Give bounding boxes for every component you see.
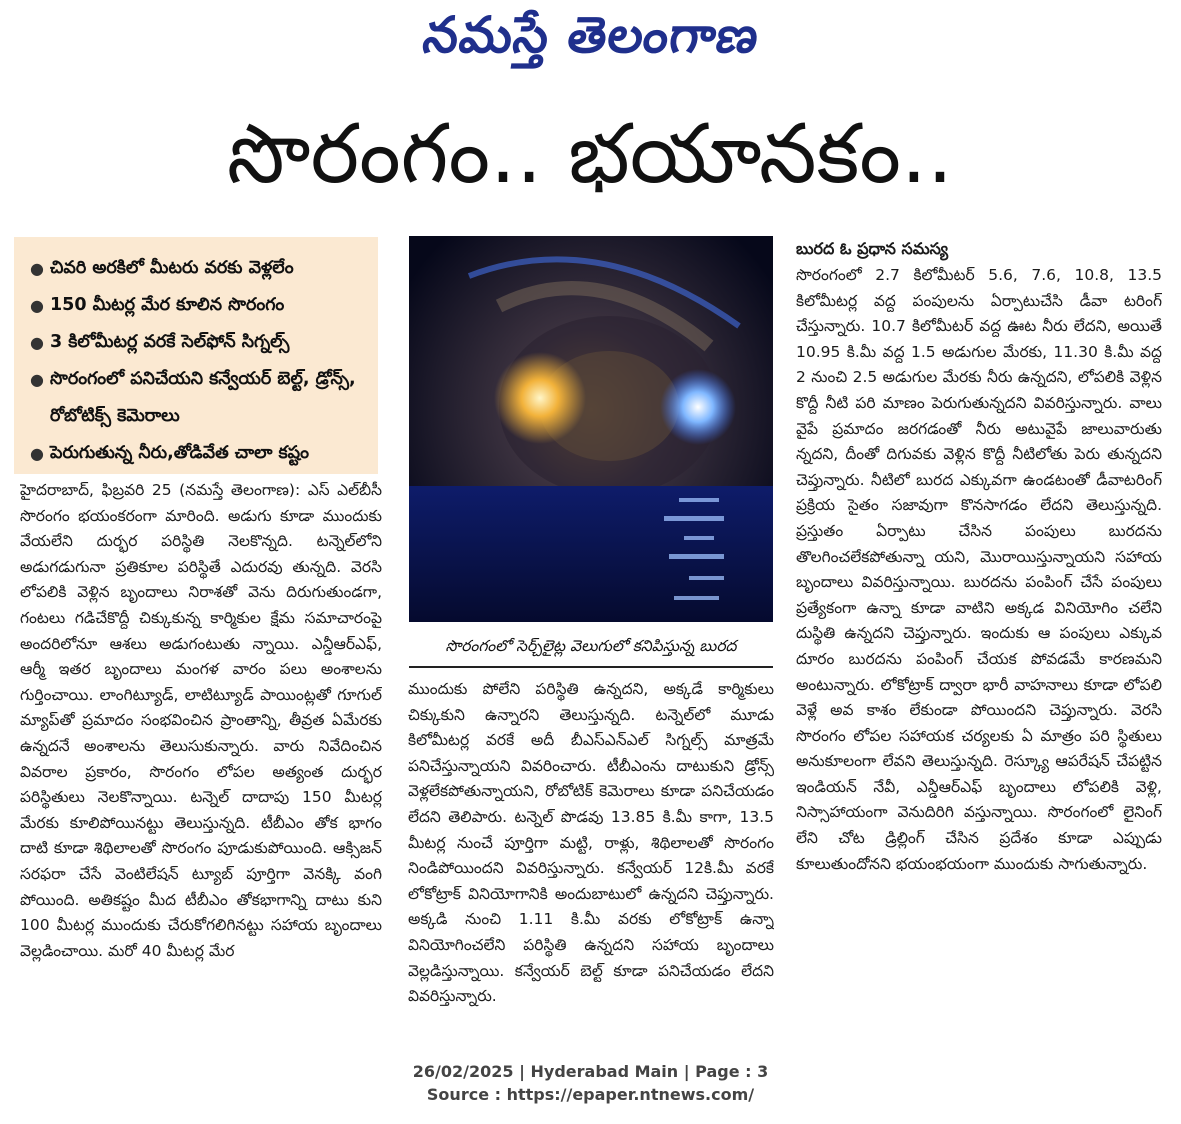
bullet-icon: ●: [30, 370, 44, 389]
highlight-item: [28, 361, 366, 435]
article-column-2: [408, 677, 774, 1037]
highlight-item: [28, 324, 366, 361]
article-column-3: [796, 237, 1162, 1037]
newspaper-masthead: నమస్తే తెలంగాణ: [419, 6, 764, 64]
section-subhead: బురద ఓ ప్రధాన సమస్య: [796, 239, 949, 258]
article-paragraph: హైదరాబాద్, ఫిబ్రవరి 25 (నమస్తే తెలంగాణ): ఎస్ ఎల్‌బీసీ సొరంగం భయంకరంగా మారింది. అడుగు కూడా ముందుకు వేయలేని దుర్భర పరిస్థితి నెలకొన్నది. టన్నెల్‌లోని అడుగడుగునా ప్రతికూల పరిస్థితే ఎదురవు తున్నది. వెరసి లోపలికి వెళ్లిన బృందాలు నిరాశతో వెను దిరుగుతుండగా, గంటలు గడిచేకొద్దీ చిక్కుకున్న కార్మికుల క్షేమ సమాచారంపై అందరిలోనూ ఆశలు అడుగంటుతు న్నాయి. ఎన్డీఆర్ఎఫ్, ఆర్మీ ఇతర బృందాలు మంగళ వారం పలు అంశాలను గుర్తించాయి. లాంగిట్యూడ్, లాటిట్యూడ్ పాయింట్లతో గూగుల్ మ్యాప్‌తో ప్రమాదం సంభవించిన ప్రాంతాన్ని, తీవ్రత ఏమేరకు ఉన్నదనే అంశాలను తెలుసుకున్నారు. వారు నివేదించిన వివరాల ప్రకారం, సొరంగం లోపల అత్యంత దుర్భర పరిస్థితులు నెలకొన్నాయి. టన్నెల్ దాదాపు 150 మీటర్ల మేరకు కూలిపోయినట్టు తెలుస్తున్నది. టీబీఎం తోక భాగం దాటి కూడా శిథిలాలతో సొరంగం పూడుకుపోయింది. ఆక్సిజన్ సరఫరా చేసే వెంటిలేషన్ ట్యూబ్ పూర్తిగా వెనక్కి వంగి పోయింది. అతికష్టం మీద టీబీఎం తోకభాగాన్ని దాటు కుని 100 మీటర్ల ముందుకు చేరుకోగలిగినట్టు సహాయ బృందాలు వెల్లడించాయి. మరో 40 మీటర్ల మేర: [20, 481, 382, 960]
highlight-text: 150 మీటర్ల మేర కూలిన సొరంగం: [50, 295, 285, 315]
tunnel-photo: [409, 236, 773, 622]
highlight-item: [28, 435, 366, 472]
highlight-item: [28, 250, 366, 287]
bullet-icon: ●: [30, 333, 44, 352]
highlight-text: చివరి అరకిలో మీటరు వరకు వెళ్లలేం: [50, 258, 294, 278]
edition-info: 26/02/2025 | Hyderabad Main | Page : 3: [412, 1062, 769, 1081]
highlight-item: [28, 287, 366, 324]
bullet-icon: ●: [30, 259, 44, 278]
highlight-text: పెరుగుతున్న నీరు,తోడివేత చాలా కష్టం: [50, 443, 309, 463]
article-column-1: [20, 478, 382, 1038]
highlight-text: సొరంగంలో పనిచేయని కన్వేయర్ బెల్ట్, డ్రోన్స్, రోబోటిక్స్ కెమెరాలు: [50, 369, 356, 426]
highlights-box: [14, 237, 378, 474]
photo-caption: సొరంగంలో సెర్చ్‌లైట్ల వెలుగులో కనిపిస్తున్న బురద: [409, 628, 773, 668]
article-paragraph: ముందుకు పోలేని పరిస్థితి ఉన్నదని, అక్కడే కార్మికులు చిక్కుకుని ఉన్నారని తెలుస్తున్నది. టన్నెల్‌లో మూడు కిలోమీటర్ల వరకే అదీ బీఎస్ఎన్ఎల్ సిగ్నల్స్ మాత్రమే పనిచేస్తున్నాయని వివరించారు. టీబీఎంను దాటుకుని డ్రోన్స్ వెళ్లలేకపోతున్నాయని, రోబోటిక్ కెమెరాలు కూడా పనిచేయడం లేదని తెలిపారు. టన్నెల్ పొడవు 13.85 కి.మీ కాగా, 13.5 మీటర్ల నుంచే పూర్తిగా మట్టి, రాళ్లు, శిథిలాలతో సొరంగం నిండిపోయిందని వివరిస్తున్నారు. కన్వేయర్ 12కి.మీ వరకే లోకోట్రాక్ వినియోగానికి అందుబాటులో ఉన్నదని చెప్తున్నారు. అక్కడి నుంచి 1.11 కి.మీ వరకు లోకోట్రాక్ ఉన్నా వినియోగించలేని పరిస్థితి ఉన్నదని సహాయ బృందాలు వెల్లడిస్తున్నాయి. కన్వేయర్ బెల్ట్ కూడా పనిచేయడం లేదని వివరిస్తున్నారు.: [408, 680, 774, 1006]
bullet-icon: ●: [30, 444, 44, 463]
article-paragraph: సొరంగంలో 2.7 కిలోమీటర్ 5.6, 7.6, 10.8, 13.5 కిలోమీటర్ల వద్ద పంపులను ఏర్పాటుచేసి డీవా టరింగ్ చేస్తున్నారు. 10.7 కిలోమీటర్ వద్ద ఊట నీరు లేదని, అయితే 10.95 కి.మీ వద్ద 1.5 అడుగుల మేరకు, 11.30 కి.మీ వద్ద 2 నుంచి 2.5 అడుగుల మేరకు నీరు ఉన్నదని, లోపలికి వెళ్లిన కొద్దీ నీటి పరి మాణం పెరుగుతున్నదని వివరిస్తున్నారు. వాలు వైపే ప్రమాదం జరగడంతో నీరు అటువైపే జాలువారుతు న్నదని, దీంతో దిగువకు వెళ్లిన కొద్దీ నీటిలోతు పెరు తున్నదని చెప్తున్నారు. నీటిలో బురద ఎక్కువగా ఉండటంతో డీవాటరింగ్ ప్రక్రియ సైతం సజావుగా కొనసాగడం లేదని తెలుస్తున్నది. ప్రస్తుతం ఏర్పాటు చేసిన పంపులు బురదను తొలగించలేకపోతున్నా యని, మొరాయిస్తున్నాయని సహాయ బృందాలు వివరిస్తున్నాయి. బురదను పంపింగ్ చేసే పంపులు ప్రత్యేకంగా ఉన్నా కూడా వాటిని అక్కడ వినియోగిం చలేని దుస్థితి ఉన్నదని చెప్తున్నారు. ఇందుకు ఆ పంపులు ఎక్కువ దూరం బురదను పంపింగ్ చేయక పోవడమే కారణమని అంటున్నారు. లోకోట్రాక్ ద్వారా భారీ వాహనాలు కూడా లోపలి వెళ్లే అవ కాశం లేకుండా పోయిందని చెప్తున్నారు. వెరసి సొరంగం లోపల సహాయక చర్యలకు ఏ మాత్రం పరి స్థితులు అనుకూలంగా లేవని తెలుస్తున్నది. రెస్క్యూ ఆపరేషన్ చేపట్టిన ఇండియన్ నేవీ, ఎన్డీఆర్ఎఫ్ బృందాలు లోపలికి వెళ్లి, నిస్సాహాయంగా వెనుదిరిగి వస్తున్నాయి. సొరంగంలో లైనింగ్ లేని చోట డ్రిల్లింగ్ చేసిన ప్రదేశం కూడా ఎప్పుడు కూలుతుందోనని భయంభయంగా ముందుకు సాగుతున్నారు.: [796, 266, 1162, 873]
article-headline: సొరంగం.. భయానకం..: [226, 107, 954, 202]
source-link[interactable]: Source : https://epaper.ntnews.com/: [426, 1085, 755, 1104]
highlight-text: 3 కిలోమీటర్ల వరకే సెల్‌ఫోన్ సిగ్నల్స్: [50, 332, 290, 352]
tunnel-photo-image: [409, 236, 773, 622]
bullet-icon: ●: [30, 296, 44, 315]
